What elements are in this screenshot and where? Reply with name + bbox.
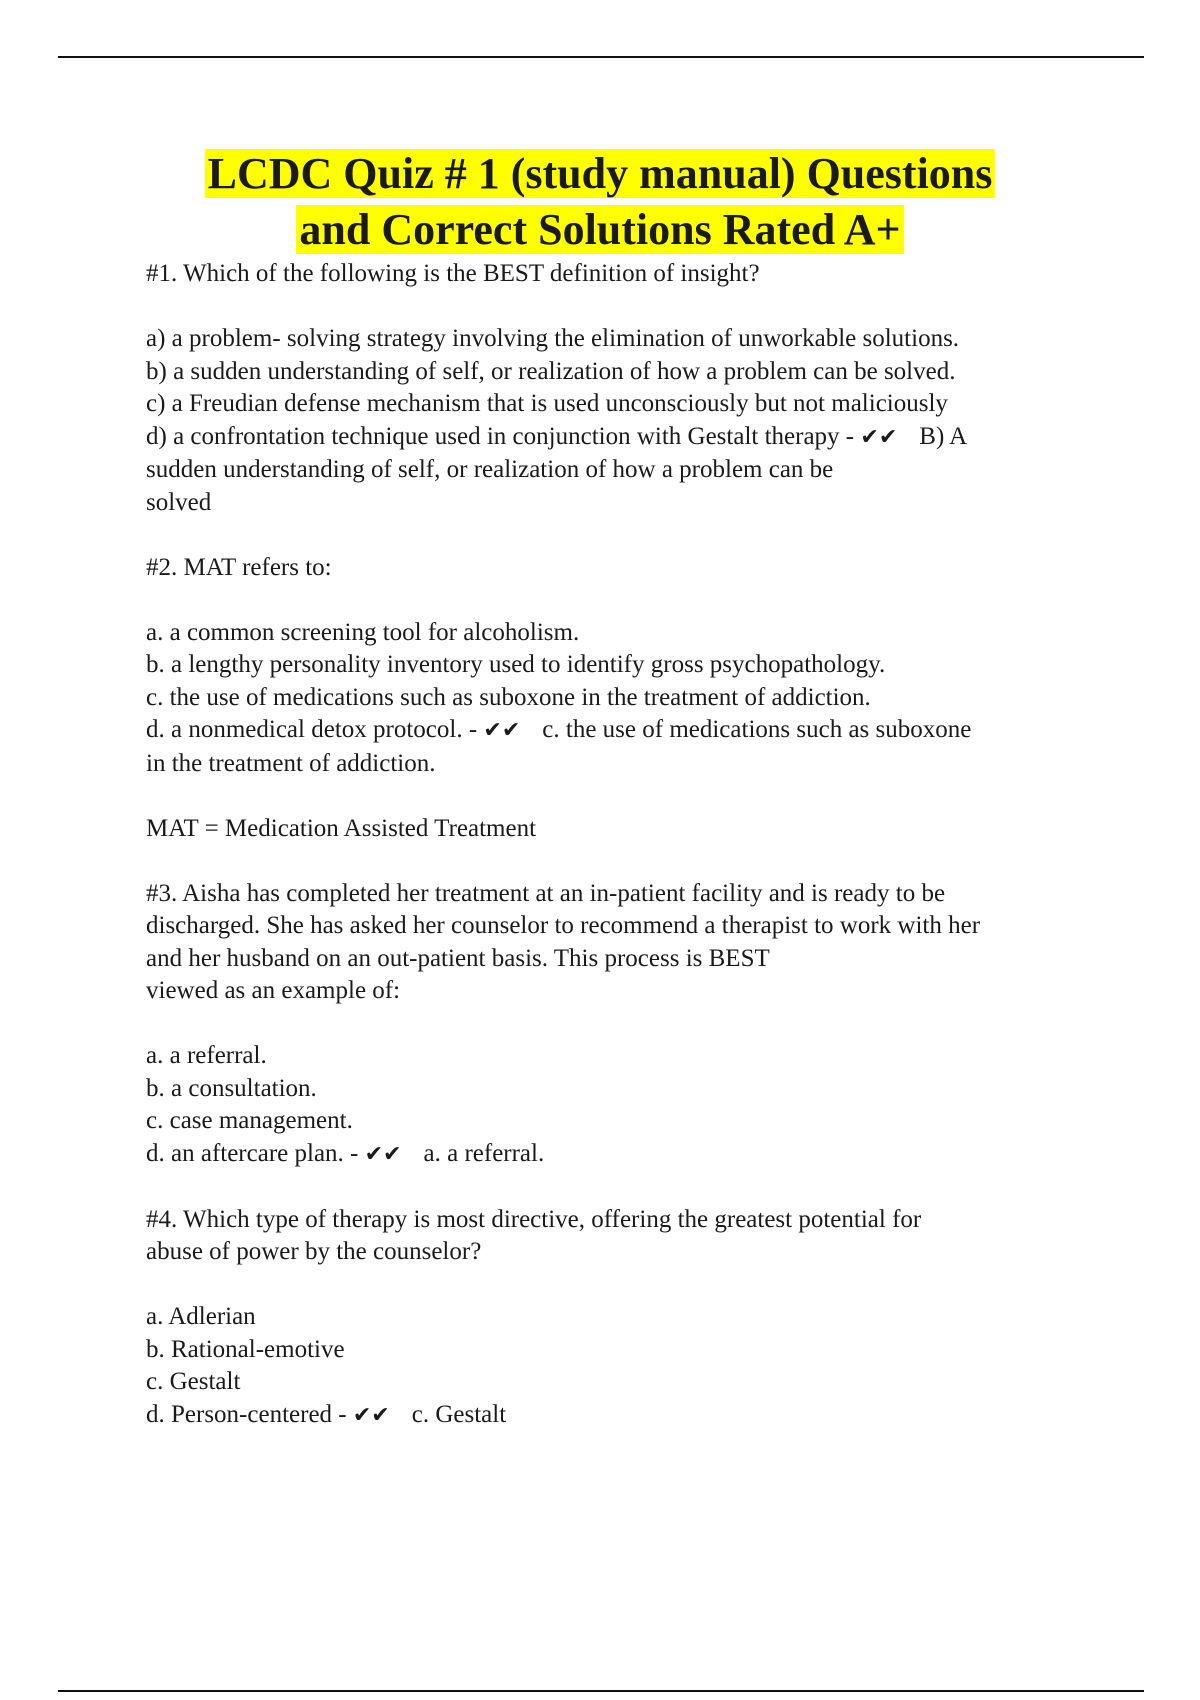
question-text: #1. Which of the following is the BEST definition of insight? — [146, 260, 760, 287]
question-text: and her husband on an out-patient basis. This process is BEST — [146, 944, 770, 972]
title-line-2: and Correct Solutions Rated A+ — [296, 205, 903, 254]
option-d-with-answer — [146, 1399, 1106, 1433]
header-rule — [58, 56, 1144, 58]
answer-continued: in the treatment of addiction. — [146, 749, 436, 777]
check-mark-icon: ✔✔ — [860, 424, 898, 450]
option-a: a. Adlerian — [146, 1303, 256, 1330]
option-d: d. a nonmedical detox protocol. - — [146, 716, 478, 743]
question-2 — [146, 552, 1106, 846]
answer-text: a. a referral. — [423, 1139, 545, 1167]
footer-rule — [58, 1690, 1144, 1692]
question-text: #3. Aisha has completed her treatment at an in-patient facility and is ready to be — [146, 879, 946, 907]
option-d-with-answer — [146, 421, 1106, 455]
answer-text: c. the use of medications such as suboxone — [542, 716, 972, 743]
option-b: b. a lengthy personality inventory used to identify gross psychopathology. — [146, 651, 886, 678]
option-d-with-answer — [146, 714, 1106, 748]
question-3 — [146, 878, 1106, 1172]
question-text: #4. Which type of therapy is most directive, offering the greatest potential for — [146, 1205, 922, 1233]
question-text: viewed as an example of: — [146, 977, 401, 1004]
option-a: a. a common screening tool for alcoholism. — [146, 618, 580, 646]
option-d: d. Person-centered - — [146, 1400, 347, 1428]
answer-text: c. Gestalt — [411, 1400, 507, 1428]
question-text: #2. MAT refers to: — [146, 553, 332, 581]
option-b: b. Rational-emotive — [146, 1335, 345, 1363]
question-text: abuse of power by the counselor? — [146, 1238, 482, 1265]
check-mark-icon: ✔✔ — [364, 1141, 402, 1167]
check-mark-icon: ✔✔ — [483, 718, 521, 743]
answer-text: B) A — [919, 422, 968, 450]
question-text: discharged. She has asked her counselor to recommend a therapist to work with her — [146, 912, 981, 939]
option-b: b) a sudden understanding of self, or realization of how a problem can be solved. — [146, 357, 956, 385]
option-a: a. a referral. — [146, 1042, 267, 1069]
option-c: c. case management. — [146, 1107, 353, 1134]
document-title — [60, 146, 1140, 258]
option-d: d. an aftercare plan. - — [146, 1139, 359, 1167]
answer-continued: solved — [146, 488, 212, 516]
question-1 — [146, 258, 1106, 519]
option-c: c) a Freudian defense mechanism that is used unconsciously but not maliciously — [146, 390, 948, 417]
title-line-1: LCDC Quiz # 1 (study manual) Questions — [205, 149, 996, 198]
option-c: c. Gestalt — [146, 1368, 241, 1395]
option-d-with-answer — [146, 1138, 1106, 1172]
answer-note: MAT = Medication Assisted Treatment — [146, 814, 537, 842]
option-a: a) a problem- solving strategy involving the elimination of unworkable solutions. — [146, 325, 960, 352]
option-d: d) a confrontation technique used in conjunction with Gestalt therapy - — [146, 422, 855, 450]
check-mark-icon: ✔✔ — [352, 1402, 390, 1428]
document-body — [146, 258, 1106, 1432]
option-b: b. a consultation. — [146, 1074, 317, 1102]
answer-continued: sudden understanding of self, or realization of how a problem can be — [146, 456, 834, 483]
question-4 — [146, 1204, 1106, 1433]
option-c: c. the use of medications such as suboxone in the treatment of addiction. — [146, 683, 871, 711]
